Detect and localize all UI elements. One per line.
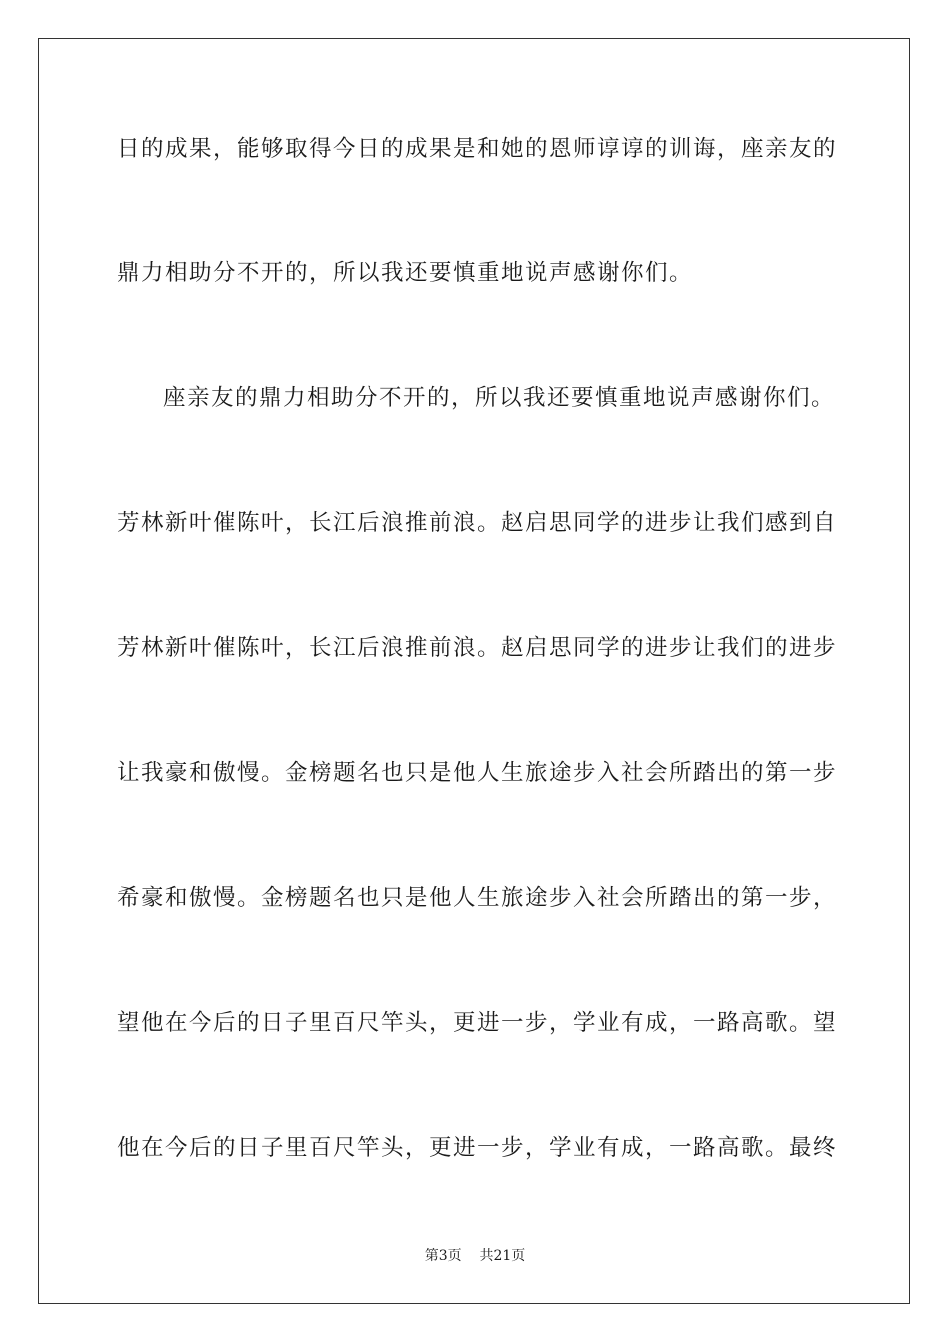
text-line-3: 座亲友的鼎力相助分不开的，所以我还要慎重地说声感谢你们。 bbox=[163, 385, 836, 411]
text-line-5: 芳林新叶催陈叶，长江后浪推前浪。赵启思同学的进步让我们的进步 bbox=[117, 635, 837, 661]
text-line-6: 让我豪和傲慢。金榜题名也只是他人生旅途步入社会所踏出的第一步 bbox=[117, 760, 837, 786]
text-line-7: 希豪和傲慢。金榜题名也只是他人生旅途步入社会所踏出的第一步， bbox=[117, 885, 837, 911]
text-line-4: 芳林新叶催陈叶，长江后浪推前浪。赵启思同学的进步让我们感到自 bbox=[117, 510, 837, 536]
text-line-8: 望他在今后的日子里百尺竿头，更进一步，学业有成，一路高歌。望 bbox=[117, 1010, 837, 1036]
page-number: 第3页 bbox=[424, 1248, 462, 1264]
text-line-2: 鼎力相助分不开的，所以我还要慎重地说声感谢你们。 bbox=[117, 260, 694, 286]
page-footer bbox=[0, 1247, 950, 1265]
page-border bbox=[38, 38, 910, 1304]
text-line-1: 日的成果，能够取得今日的成果是和她的恩师谆谆的训诲，座亲友的 bbox=[117, 136, 837, 162]
page-total: 共21页 bbox=[479, 1248, 526, 1264]
text-line-9: 他在今后的日子里百尺竿头，更进一步，学业有成，一路高歌。最终 bbox=[117, 1135, 837, 1161]
